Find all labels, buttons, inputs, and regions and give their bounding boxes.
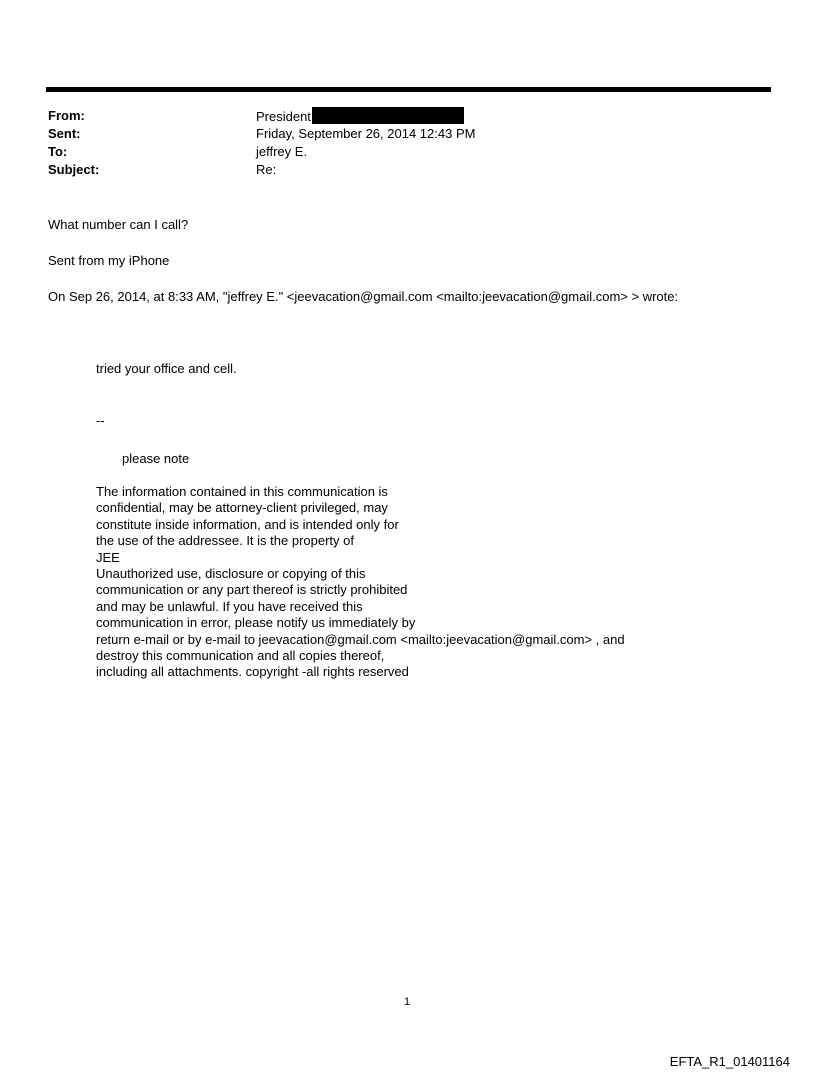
to-value: jeffrey E.: [256, 144, 308, 159]
disclaimer-line: and may be unlawful. If you have received this: [96, 598, 363, 614]
header-rule: [46, 87, 771, 92]
page-number: 1: [404, 996, 411, 1008]
subject-value: Re:: [256, 162, 277, 177]
document-id: EFTA_R1_01401164: [669, 1054, 790, 1069]
from-label: From:: [48, 108, 85, 123]
disclaimer-line: The information contained in this communication is: [96, 484, 388, 499]
disclaimer-line: including all attachments. copyright -all rights reserved: [96, 664, 409, 680]
disclaimer-line: JEE: [96, 549, 120, 565]
disclaimer-line: communication in error, please notify us immediately by: [96, 615, 416, 631]
disclaimer-line: the use of the addressee. It is the property of: [96, 533, 354, 549]
please-note: please note: [122, 451, 190, 466]
disclaimer-line: communication or any part thereof is strictly prohibited: [96, 582, 408, 598]
body-question: What number can I call?: [48, 217, 189, 232]
quoted-message: tried your office and cell.: [96, 361, 237, 376]
subject-label: Subject:: [48, 162, 100, 177]
from-value: [256, 107, 464, 126]
redaction-block: [312, 107, 464, 124]
sent-from-iphone: Sent from my iPhone: [48, 253, 170, 268]
sent-label: Sent:: [48, 126, 81, 141]
disclaimer-line: constitute inside information, and is intended only for: [96, 516, 399, 532]
to-label: To:: [48, 144, 68, 159]
disclaimer-line: Unauthorized use, disclosure or copying of this: [96, 566, 366, 582]
confidentiality-disclaimer: [96, 484, 625, 681]
disclaimer-line: destroy this communication and all copies thereof,: [96, 648, 385, 664]
from-name: President: [256, 109, 311, 124]
quote-intro: On Sep 26, 2014, at 8:33 AM, "jeffrey E." <jeevacation@gmail.com <mailto:jeevacation@gmail.com> > wrote:: [48, 289, 679, 304]
disclaimer-line: confidential, may be attorney-client privileged, may: [96, 500, 388, 516]
disclaimer-line: return e-mail or by e-mail to jeevacation@gmail.com <mailto:jeevacation@gmail.com> , and: [96, 631, 625, 647]
sent-value: Friday, September 26, 2014 12:43 PM: [256, 126, 476, 141]
signature-separator: --: [96, 413, 105, 428]
